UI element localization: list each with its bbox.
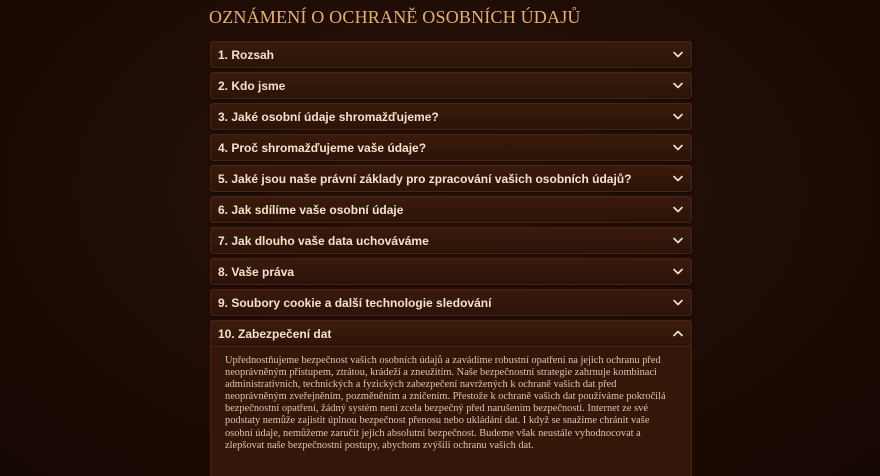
accordion-item-why-collect xyxy=(210,134,692,161)
accordion-item-cookies xyxy=(210,289,692,316)
accordion-label: 10. Zabezpečení dat xyxy=(218,326,332,341)
chevron-down-icon xyxy=(672,80,684,92)
chevron-down-icon xyxy=(672,235,684,247)
accordion-label: 5. Jaké jsou naše právní základy pro zpracování vašich osobních údajů? xyxy=(218,171,632,186)
accordion-label: 9. Soubory cookie a další technologie sledování xyxy=(218,295,492,310)
accordion-header-legal-basis[interactable] xyxy=(210,165,692,192)
accordion-item-data-collected xyxy=(210,103,692,130)
accordion-item-legal-basis xyxy=(210,165,692,192)
chevron-down-icon xyxy=(672,266,684,278)
accordion-header-why-collect[interactable] xyxy=(210,134,692,161)
page-title: OZNÁMENÍ O OCHRANĚ OSOBNÍCH ÚDAJŮ xyxy=(209,7,581,27)
accordion-header-who-we-are[interactable] xyxy=(210,72,692,99)
accordion-item-data-security xyxy=(210,320,692,476)
accordion-label: 4. Proč shromažďujeme vaše údaje? xyxy=(218,140,427,155)
accordion-header-retention[interactable] xyxy=(210,227,692,254)
accordion-header-your-rights[interactable] xyxy=(210,258,692,285)
chevron-down-icon xyxy=(672,111,684,123)
accordion-header-scope[interactable] xyxy=(210,41,692,68)
accordion-header-data-collected[interactable] xyxy=(210,103,692,130)
accordion-header-data-security[interactable] xyxy=(210,320,692,347)
chevron-down-icon xyxy=(672,49,684,61)
accordion-item-your-rights xyxy=(210,258,692,285)
accordion-label: 2. Kdo jsme xyxy=(218,78,286,93)
chevron-up-icon xyxy=(672,328,684,340)
accordion-label: 8. Vaše práva xyxy=(218,264,295,279)
accordion-label: 7. Jak dlouho vaše data uchováváme xyxy=(218,233,429,248)
accordion-header-sharing[interactable] xyxy=(210,196,692,223)
accordion-item-scope xyxy=(210,41,692,68)
accordion-label: 6. Jak sdílíme vaše osobní údaje xyxy=(218,202,404,217)
chevron-down-icon xyxy=(672,204,684,216)
accordion-item-retention xyxy=(210,227,692,254)
chevron-down-icon xyxy=(672,297,684,309)
accordion-item-sharing xyxy=(210,196,692,223)
accordion-label: 3. Jaké osobní údaje shromažďujeme? xyxy=(218,109,439,124)
accordion-body-data-security xyxy=(210,347,692,476)
chevron-down-icon xyxy=(672,142,684,154)
chevron-down-icon xyxy=(672,173,684,185)
accordion-item-who-we-are xyxy=(210,72,692,99)
accordion-label: 1. Rozsah xyxy=(218,47,275,62)
accordion-header-cookies[interactable] xyxy=(210,289,692,316)
privacy-accordion xyxy=(210,41,692,476)
accordion-body-text: Upřednostňujeme bezpečnost vašich osobních údajů a zavádíme robustní opatření na jejich ochranu před neoprávněným přístupem, ztrátou, krádeží a zneužitím. Naše bezpečnostní strategie zahrnuje kombinaci administrativních, technických a fyzických zabezpečení navržených k ochraně vašich dat před neoprávněným zveřejněním, pozměněním a zničením. Přestože k ochraně vašich dat používáme pokročilá bezpečnostní opatření, žádný systém není zcela bezpečný před narušením bezpečnosti. Internet ze své podstaty nemůže zajistit úplnou bezpečnost přenosu nebo ukládání dat. I když se snažíme chránit vaše osobní údaje, nemůžeme zaručit jejich absolutní bezpečnost. Budeme však neustále vyhodnocovat a zlepšovat naše bezpečnostní postupy, abychom zvýšili ochranu vašich dat. xyxy=(225,355,666,451)
